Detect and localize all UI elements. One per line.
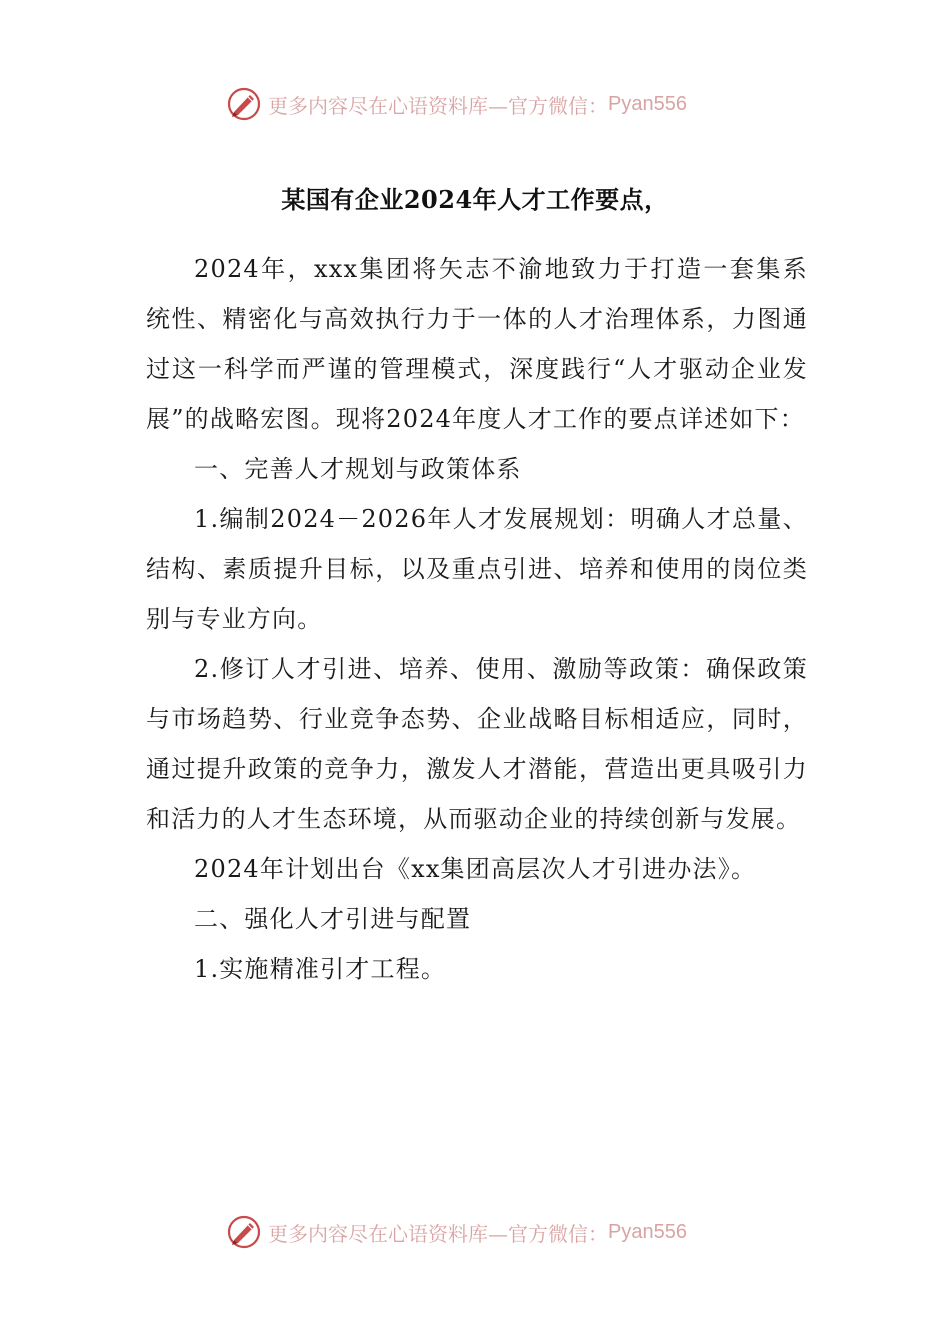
document-body [146,244,808,994]
section-heading-2: 二、强化人才引进与配置 [194,905,472,933]
watermark-brand-text: 更多内容尽在心语资料库—官方微信： [268,1221,608,1246]
footer-watermark [226,1212,687,1252]
pen-logo-icon [226,1214,262,1250]
watermark-wechat-id: Pyan556 [608,1220,687,1243]
document-title: 某国有企业2024年人才工作要点， [281,185,669,214]
section-heading-1: 一、完善人才规划与政策体系 [194,455,522,483]
watermark-wechat-id: Pyan556 [608,92,687,115]
paragraph-item-1-1: 1.编制2024－2026年人才发展规划：明确人才总量、结构、素质提升目标，以及重点引进、培养和使用的岗位类别与专业方向。 [146,505,808,633]
paragraph-plan-2024: 2024年计划出台《xx集团高层次人才引进办法》。 [194,855,757,883]
paragraph-item-2-1: 1.实施精准引才工程。 [194,955,447,983]
paragraph-intro: 2024年，xxx集团将矢志不渝地致力于打造一套集系统性、精密化与高效执行力于一体的人才治理体系，力图通过这一科学而严谨的管理模式，深度践行“人才驱动企业发展”的战略宏图。现将2024年度人才工作的要点详述如下： [146,255,808,433]
watermark-brand-text: 更多内容尽在心语资料库—官方微信： [268,93,608,118]
pen-logo-icon [226,86,262,122]
paragraph-item-1-2: 2.修订人才引进、培养、使用、激励等政策：确保政策与市场趋势、行业竞争态势、企业战略目标相适应，同时，通过提升政策的竞争力，激发人才潜能，营造出更具吸引力和活力的人才生态环境，从而驱动企业的持续创新与发展。 [146,655,808,833]
header-watermark [226,84,687,124]
